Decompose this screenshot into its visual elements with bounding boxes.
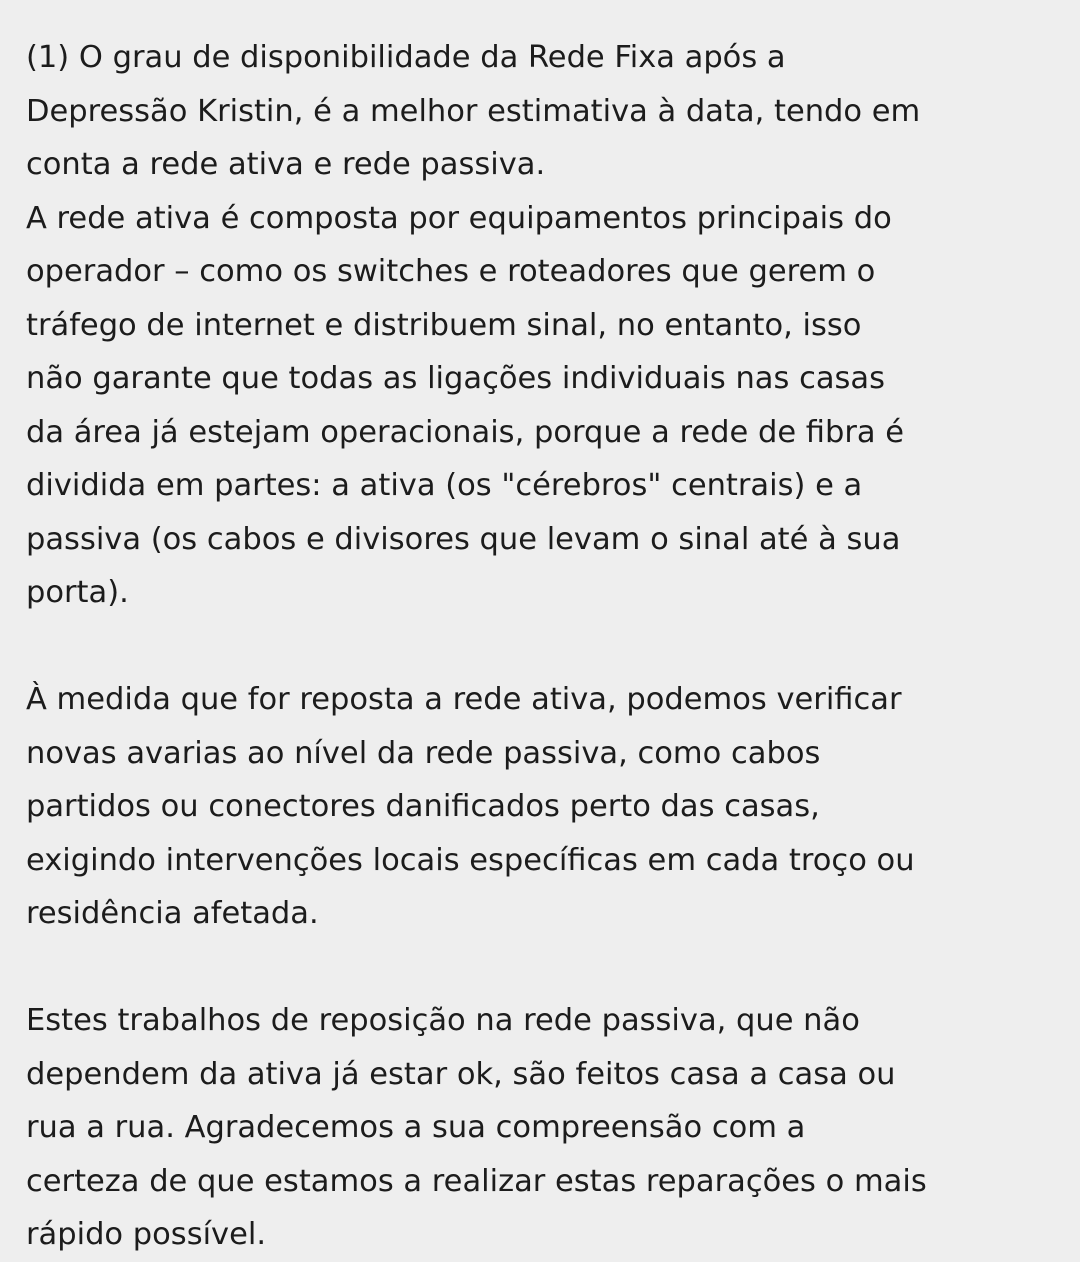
text-line: passiva (os cabos e divisores que levam o sinal até à sua [26,521,901,557]
text-line: operador – como os switches e roteadores que gerem o [26,254,876,289]
text-line: novas avarias ao nível da rede passiva, como cabos [26,735,821,771]
paragraph-passive-network-damage [26,673,1060,941]
text-line: certeza de que estamos a realizar estas reparações o mais [26,1163,927,1199]
text-line: partidos ou conectores danificados perto das casas, [26,789,820,824]
text-line: não garante que todas as ligações individuais nas casas [26,361,886,396]
text-line: rápido possível. [26,1217,267,1252]
paragraph-availability-note [26,31,1060,620]
paragraph-repair-works [26,994,1060,1262]
text-line: rua a rua. Agradecemos a sua compreensão com a [26,1110,806,1145]
paragraph-spacer [26,620,1060,674]
text-line: (1) O grau de disponibilidade da Rede Fixa após a [26,40,786,75]
text-line: residência afetada. [26,896,319,931]
paragraph-spacer [26,941,1060,995]
text-line: porta). [26,575,129,610]
text-line: dividida em partes: a ativa (os "cérebros" centrais) e a [26,468,863,503]
text-line: da área já estejam operacionais, porque a rede de fibra é [26,414,905,450]
text-line: A rede ativa é composta por equipamentos principais do [26,200,892,236]
text-line: dependem da ativa já estar ok, são feitos casa a casa ou [26,1056,896,1092]
text-line: Estes trabalhos de reposição na rede passiva, que não [26,1003,860,1038]
text-line: tráfego de internet e distribuem sinal, no entanto, isso [26,307,862,343]
text-line: À medida que for reposta a rede ativa, podemos verificar [26,682,902,717]
text-line: Depressão Kristin, é a melhor estimativa à data, tendo em [26,93,921,129]
text-line: conta a rede ativa e rede passiva. [26,147,546,182]
text-line: exigindo intervenções locais específicas em cada troço ou [26,842,915,878]
